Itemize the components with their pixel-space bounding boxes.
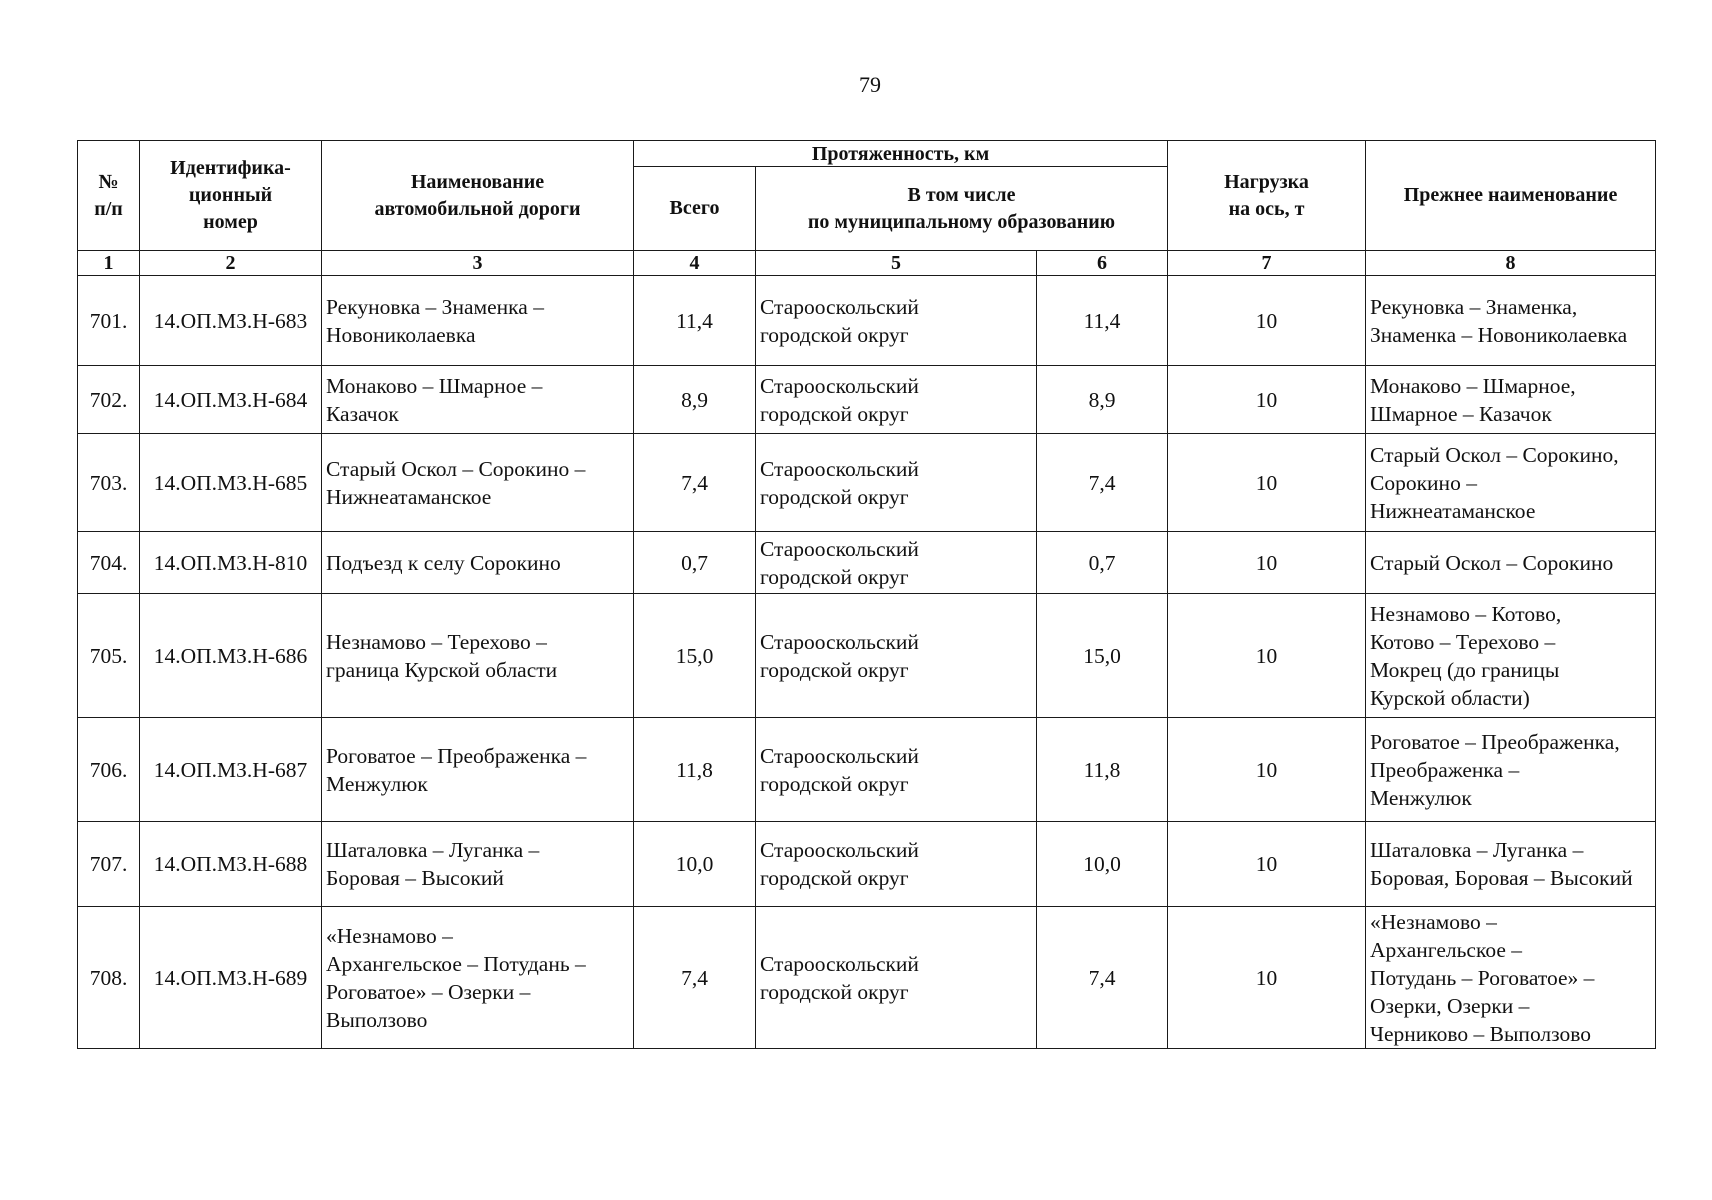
road-name: Монаково – Шмарное – Казачок [322,366,634,434]
header-id: Идентифика- ционный номер [140,141,322,251]
table-row [78,822,1656,907]
municipal-length: 8,9 [1037,366,1168,434]
total-length: 7,4 [634,434,756,532]
column-number-7: 7 [1168,251,1366,276]
total-length: 7,4 [634,907,756,1049]
municipality: Старооскольский городской округ [756,434,1037,532]
total-length: 10,0 [634,822,756,907]
municipality: Старооскольский городской округ [756,532,1037,594]
row-number: 702. [78,366,140,434]
former-name: Старый Оскол – Сорокино [1366,532,1656,594]
column-number-4: 4 [634,251,756,276]
row-number: 708. [78,907,140,1049]
road-id: 14.ОП.МЗ.Н-686 [140,594,322,718]
header-municipal: В том числе по муниципальному образованию [756,167,1168,251]
former-name: Роговатое – Преображенка, Преображенка – Менжулюк [1366,718,1656,822]
municipal-length: 15,0 [1037,594,1168,718]
road-id: 14.ОП.МЗ.Н-684 [140,366,322,434]
municipality: Старооскольский городской округ [756,276,1037,366]
header-length-group: Протяженность, км [634,141,1168,167]
column-number-5: 5 [756,251,1037,276]
row-number: 703. [78,434,140,532]
road-name: Рекуновка – Знаменка – Новониколаевка [322,276,634,366]
axle-load: 10 [1168,532,1366,594]
table-row [78,276,1656,366]
former-name: Шаталовка – Луганка – Боровая, Боровая – Высокий [1366,822,1656,907]
road-id: 14.ОП.МЗ.Н-685 [140,434,322,532]
road-name: Старый Оскол – Сорокино – Нижнеатаманское [322,434,634,532]
header-name: Наименование автомобильной дороги [322,141,634,251]
municipality: Старооскольский городской округ [756,718,1037,822]
table-row [78,718,1656,822]
page-number: 79 [859,72,881,97]
column-number-8: 8 [1366,251,1656,276]
axle-load: 10 [1168,434,1366,532]
header-num: № п/п [78,141,140,251]
column-number-3: 3 [322,251,634,276]
road-name: Подъезд к селу Сорокино [322,532,634,594]
road-name: Шаталовка – Луганка – Боровая – Высокий [322,822,634,907]
former-name: Старый Оскол – Сорокино, Сорокино – Нижнеатаманское [1366,434,1656,532]
axle-load: 10 [1168,366,1366,434]
row-number: 704. [78,532,140,594]
road-id: 14.ОП.МЗ.Н-687 [140,718,322,822]
road-name: «Незнамово – Архангельское – Потудань – Роговатое» – Озерки – Выползово [322,907,634,1049]
row-number: 706. [78,718,140,822]
table-row [78,594,1656,718]
former-name: Незнамово – Котово, Котово – Терехово – Мокрец (до границы Курской области) [1366,594,1656,718]
axle-load: 10 [1168,276,1366,366]
municipality: Старооскольский городской округ [756,594,1037,718]
header-total: Всего [634,167,756,251]
municipality: Старооскольский городской округ [756,822,1037,907]
table-row [78,366,1656,434]
municipal-length: 7,4 [1037,434,1168,532]
road-id: 14.ОП.МЗ.Н-688 [140,822,322,907]
axle-load: 10 [1168,822,1366,907]
header-load: Нагрузка на ось, т [1168,141,1366,251]
municipality: Старооскольский городской округ [756,907,1037,1049]
municipal-length: 10,0 [1037,822,1168,907]
total-length: 0,7 [634,532,756,594]
municipal-length: 7,4 [1037,907,1168,1049]
header-former: Прежнее наименование [1366,141,1656,251]
row-number: 707. [78,822,140,907]
column-numbers-row [78,251,1656,276]
column-number-2: 2 [140,251,322,276]
total-length: 15,0 [634,594,756,718]
axle-load: 10 [1168,594,1366,718]
road-id: 14.ОП.МЗ.Н-683 [140,276,322,366]
road-id: 14.ОП.МЗ.Н-689 [140,907,322,1049]
road-name: Роговатое – Преображенка – Менжулюк [322,718,634,822]
municipal-length: 11,8 [1037,718,1168,822]
municipal-length: 0,7 [1037,532,1168,594]
road-name: Незнамово – Терехово – граница Курской области [322,594,634,718]
municipal-length: 11,4 [1037,276,1168,366]
axle-load: 10 [1168,718,1366,822]
former-name: Монаково – Шмарное, Шмарное – Казачок [1366,366,1656,434]
table-row [78,434,1656,532]
total-length: 8,9 [634,366,756,434]
table-row [78,532,1656,594]
axle-load: 10 [1168,907,1366,1049]
municipality: Старооскольский городской округ [756,366,1037,434]
table-row [78,907,1656,1049]
total-length: 11,8 [634,718,756,822]
former-name: «Незнамово – Архангельское – Потудань – Роговатое» – Озерки, Озерки – Черниково – Выползово [1366,907,1656,1049]
column-number-6: 6 [1037,251,1168,276]
road-id: 14.ОП.МЗ.Н-810 [140,532,322,594]
row-number: 705. [78,594,140,718]
total-length: 11,4 [634,276,756,366]
column-number-1: 1 [78,251,140,276]
former-name: Рекуновка – Знаменка, Знаменка – Новониколаевка [1366,276,1656,366]
row-number: 701. [78,276,140,366]
roads-table [77,140,1656,1049]
